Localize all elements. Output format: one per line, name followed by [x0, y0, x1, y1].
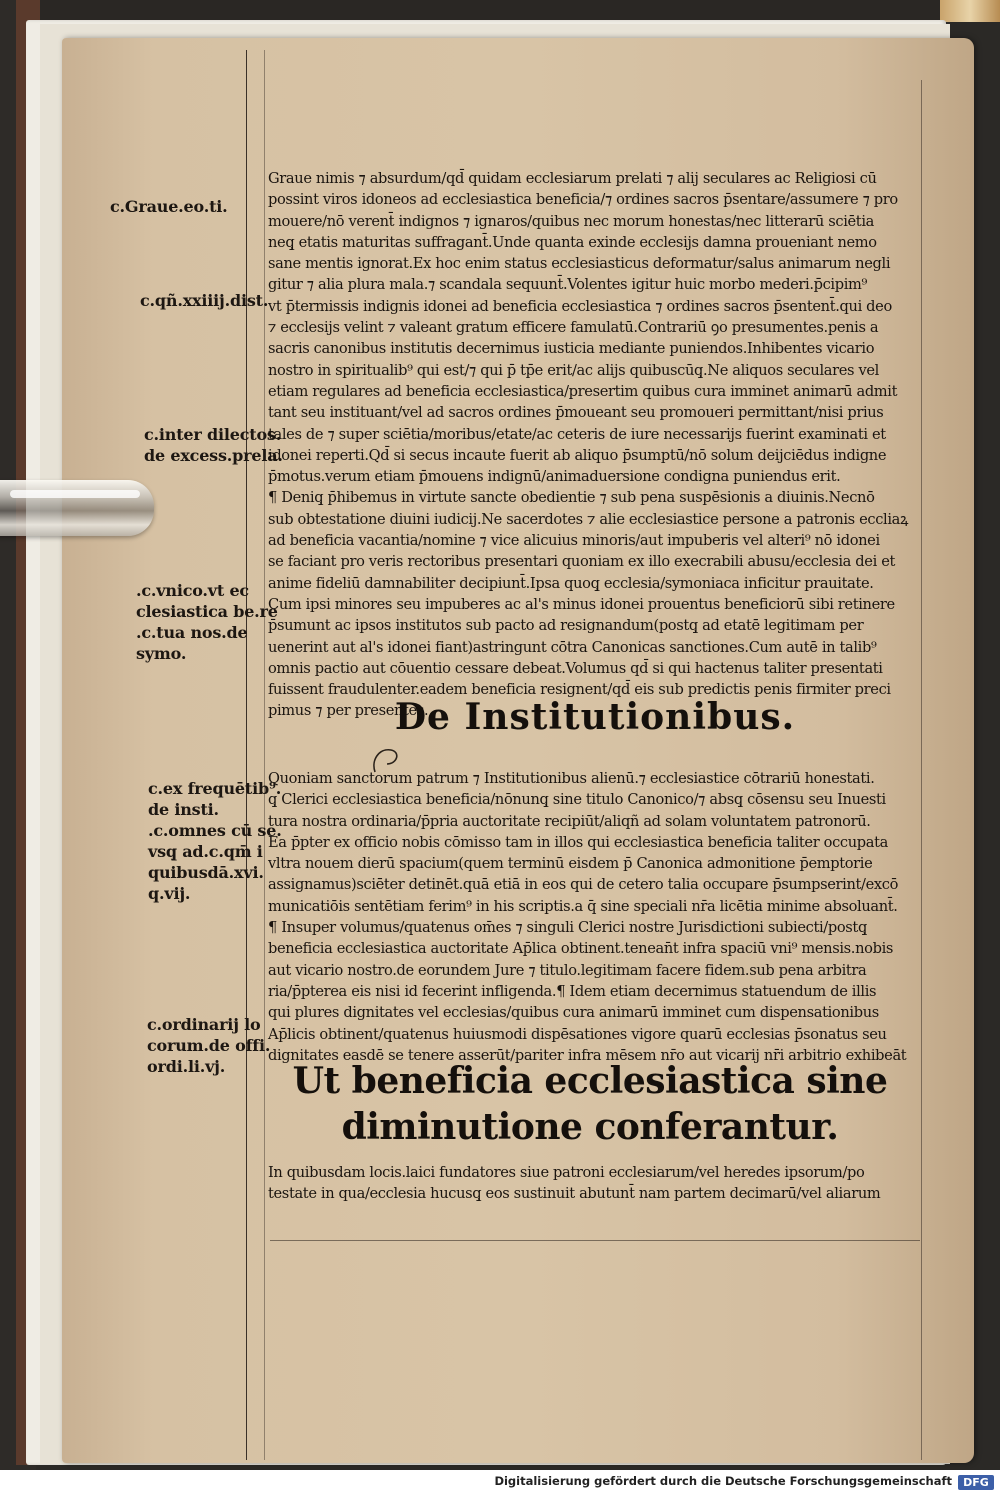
marginal-gloss: c.inter dilectos. de excess.prela.	[144, 425, 283, 465]
paragraph: In quibusdam locis.laici fundatores siue patroni ecclesiarum/vel heredes ipsorum/po testate in qua/ecclesia hucusq̧ eos sustinuit abutunt̄ nam partem decimarū/vel aliarum	[268, 1164, 881, 1203]
marginal-gloss: c.ordinarij lo corum.de offi. ordi.li.vj.	[147, 1015, 271, 1076]
marginal-gloss: c.ex frequētib⁹. de insti. .c.omnes cū se. vsq̧ ad.c.qm̄ i quibusdā.xvi. q.vij.	[148, 779, 282, 903]
section-heading: De Institutionibus.	[394, 696, 796, 738]
section-heading: Ut beneficia ecclesiastica sine diminutione conferantur.	[292, 1060, 888, 1148]
dfg-logo: DFG	[958, 1475, 994, 1490]
bottom-rule	[270, 1240, 920, 1241]
right-margin-rule	[921, 80, 922, 1460]
glass-highlight	[10, 490, 140, 498]
footer-credit: Digitalisierung gefördert durch die Deutsche Forschungsgemeinschaft	[494, 1474, 952, 1488]
margin-rule	[246, 50, 247, 1460]
marginal-gloss: c.Graue.eo.ti.	[110, 197, 228, 216]
marginal-gloss: .c.vnico.vt ec clesiastica be.re .c.tua nos.de symo.	[136, 581, 278, 663]
bookmark-ribbon	[940, 0, 1000, 22]
paragraph: Quoniam sanctorum patrum ⁊ Institutionibus alienū.⁊ ecclesiastice cōtrariū honestati. q̧ Clerici ecclesiastica beneficia/nōnunq̧ sine titulo Canonico/⁊ absq̧ cōsensu seu Inuesti tura nostra ordinaria/p̄pria auctoritate recipiūt/aliqñ ad solam voluntatem patronorū. Ea p̄pter ex officio nobis cōmisso tam in illos qui ecclesiastica beneficia taliter occupata vltra nouem dierū spacium(quem terminū eisdem p̄ Canonica admonitione p̄emptorie assignamus)sciēter detinēt.quā etiā in eos qui de cetero talia occupare p̄sumpserint/excō municatiōis sentētiam ferim⁹ in his scriptis.a q̄ sine speciali nr̄a licētia minime absoluant̄. ¶ Insuper volumus/quatenus om̄es ⁊ singuli Clerici nostre Jurisdictioni subiecti/postq̧ beneficia ecclesiastica auctoritate Ap̄lica obtinent.tenean̄t infra spaciū vni⁹ mensis.nobis aut vicario nostro.de eorundem Jure ⁊ titulo.legitimam facere fidem.sub pena arbitra ria/p̄pterea eis nisi id fecerint infligenda.¶ Idem etiam decernimus statuendum de illis qui plures dignitates vel ecclesias/quibus cura animarū imminet cum dispensationibus Ap̄licis obtinent/quatenus huiusmodi dispēsationes vigore quarū ecclesias p̄sonatus seu dignitates easdē se tenere asserūt/pariter infra mēsem nr̄o aut vicarij nr̄i arbitrio exhibeāt	[268, 770, 907, 1064]
marginal-gloss: c.qñ.xxiiij.dist.	[140, 291, 269, 310]
margin-rule-inner	[264, 50, 265, 1460]
backdrop	[0, 0, 1000, 22]
glass-page-weight	[0, 480, 154, 536]
paragraph: Graue nimis ⁊ absurdum/qd̄ quidam ecclesiarum prelati ⁊ alij seculares ac Religiosi cū possint viros idoneos ad ecclesiastica beneficia/⁊ ordines sacros p̄sentare/assumere ⁊ pro mouere/nō verent̄ indignos ⁊ ignaros/quibus nec morum honestas/nec litterarū sciētia neq̧ etatis maturitas suffragant̄.Unde quanta exinde ecclesijs damna proueniant nemo sane mentis ignorat.Ex hoc enim status ecclesiasticus deformatur/salus animarum negli gitur ⁊ alia plura mala.⁊ scandala sequunt̄.Volentes igitur huic morbo mederi.p̄cipim⁹ vt p̄termissis indignis idonei ad beneficia ecclesiastica ⁊ ordines sacros p̄sentent̄.qui deo ⁊ ecclesijs velint ⁊ valeant gratum efficere famulatū.Contrariū ꝯo presumentes.penis a sacris canonibus institutis decernimus iusticia mediante puniendos.Inhibentes vicario nostro in spiritualib⁹ qui est/⁊ qui p̄ tp̄e erit/ac alijs quibuscūq̧.Ne aliquos seculares vel etiam regulares ad beneficia ecclesiastica/presertim quibus cura imminet animarū admit tant seu instituant/vel ad sacros ordines p̄moueant seu promoueri permittant/nisi prius tales de ⁊ super sciētia/moribus/etate/ac ceteris de iure necessarijs fuerint examinati et idonei reperti.Qd̄ si secus incaute fuerit ab aliquo p̄sumptū/nō solum deijciēdus indigne p̄motus.verum etiam p̄mouens indignū/animaduersione condigna puniendus erit. ¶ Deniq̧ p̄hibemus in virtute sancte obedientie ⁊ sub pena suspēsionis a diuinis.Necnō sub obtestatione diuini iudicij.Ne sacerdotes ⁊ alie ecclesiastice persone a patronis eccliaꝝ ad beneficia vacantia/nomine ⁊ vice alicuius minoris/aut impuberis vel alteri⁹ nō idonei se faciant pro veris rectoribus presentari quoniam ex illo execrabili abusu/ecclesia dei et anime fideliū damnabiliter decipiunt̄.Ipsa quoq̧ ecclesia/symoniaca inficitur prauitate. Cum ipsi minores seu impuberes ac al's minus idonei prouentus beneficiorū sibi retinere p̄sumunt ac ipsos institutos sub pacto ad resignandum(postq̧ ad etatē legitimam per uenerint aut al's idonei fiant)astringunt cōtra Canonicas sanctiones.Cum autē in talib⁹ omnis pactio aut cōuentio cessare debeat.Volumus qd̄ si qui hactenus taliter presentati fuissent fraudulenter.eadem beneficia resignent/qd̄ eis sub predictis penis firmiter preci pimus ⁊ per presentes.	[268, 170, 909, 720]
